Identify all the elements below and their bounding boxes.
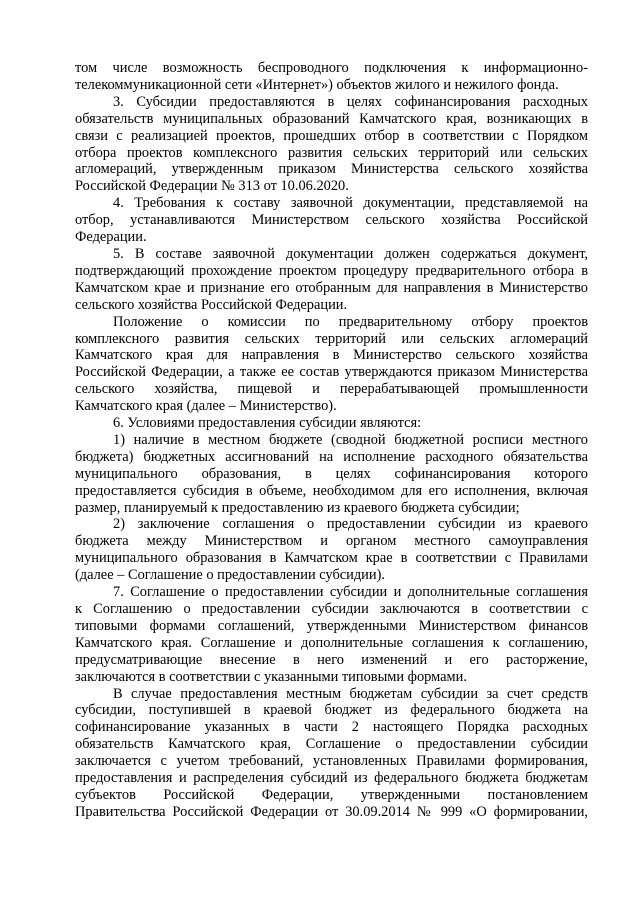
document-line: том числе возможность беспроводного подключения к информационно- [75,60,588,76]
document-line: 4. Требования к составу заявочной документации, представляемой на [113,195,588,212]
document-line: отбор, устанавливаются Министерством сельского хозяйства Российской [75,212,588,229]
document-line: сельского хозяйства, пищевой и перерабатывающей промышленности [75,381,588,398]
document-line: 5. В составе заявочной документации должен содержаться документ, [113,245,588,262]
document-line: предоставляется субсидия в объеме, необходимом для его исполнения, включая [75,482,588,499]
document-line: 1) наличие в местном бюджете (сводной бюджетной росписи местного [113,431,588,448]
document-line: Положение о комиссии по предварительному отбору проектов [113,313,588,330]
document-line: бюджета) бюджетных ассигнований на исполнение расходного обязательства [75,448,588,465]
document-line: Камчатском крае и признание его отобранным для направления в Министерство [75,279,588,296]
document-line: В случае предоставления местным бюджетам субсидии за счет средств [113,685,588,702]
document-line: сельского хозяйства Российской Федерации. [75,296,348,313]
document-line: типовыми формами соглашений, утвержденными Министерством финансов [75,617,588,634]
document-line: 7. Соглашение о предоставлении субсидии и дополнительные соглашения [113,584,588,601]
document-line: Камчатского края (далее – Министерство). [75,398,337,415]
document-line: заключаются в соответствии с указанными типовыми формами. [75,668,467,685]
document-line: размер, планируемый к предоставлению из краевого бюджета субсидии; [75,499,520,516]
document-line: субъектов Российской Федерации, утвержденными постановлением [75,786,588,803]
document-line: Правительства Российской Федерации от 30.09.2014 № 999 «О формировании, [75,803,588,820]
document-line: обязательств Камчатского края, Соглашение о предоставлении субсидии [75,736,588,753]
document-line: предоставления и распределения субсидий из федерального бюджета бюджетам [75,770,588,787]
document-line: предусматривающие внесение в него изменений и его расторжение, [75,651,588,668]
document-line: софинансирование указанных в части 2 настоящего Порядка расходных [75,719,588,736]
document-line: Российской Федерации, а также ее состав утверждаются приказом Министерства [75,364,588,381]
document-line: 6. Условиями предоставления субсидии являются: [113,415,422,432]
document-line: бюджета между Министерством и органом местного самоуправления [75,533,588,550]
document-line: субсидии, поступившей в краевой бюджет из федерального бюджета на [75,702,588,719]
document-line: обязательств муниципальных образований Камчатского края, возникающих в [75,110,588,127]
document-line: 3. Субсидии предоставляются в целях софинансирования расходных [113,93,588,110]
document-line: Камчатского края. Соглашение и дополнительные соглашения к соглашению, [75,634,588,651]
document-line: муниципального образования в Камчатском крае в соответствии с Правилами [75,550,588,567]
document-line: отбора проектов комплексного развития сельских территорий или сельских [75,144,588,161]
document-line: 2) заключение соглашения о предоставлении субсидии из краевого [113,516,588,533]
document-line: Камчатского края для направления в Министерство сельского хозяйства [75,347,588,364]
document-line: муниципального образования, в целях софинансирования которого [75,465,588,482]
document-line: телекоммуникационной сети «Интернет») объектов жилого и нежилого фонда. [75,76,559,93]
document-line: Федерации. [75,229,147,246]
document-line: агломераций, утвержденным приказом Министерства сельского хозяйства [75,161,588,178]
document-line: подтверждающий прохождение проектом процедуру предварительного отбора в [75,262,588,279]
document-line: связи с реализацией проектов, прошедших отбор в соответствии с Порядком [75,127,588,144]
document-line: заключается с учетом требований, установленных Правилами формирования, [75,753,588,770]
document-line: Российской Федерации № 313 от 10.06.2020. [75,178,349,195]
document-line: к Соглашению о предоставлении субсидии заключаются в соответствии с [75,601,588,617]
document-line: комплексного развития сельских территорий или сельских агломераций [75,330,588,347]
document-line: (далее – Соглашение о предоставлении субсидии). [75,567,385,584]
